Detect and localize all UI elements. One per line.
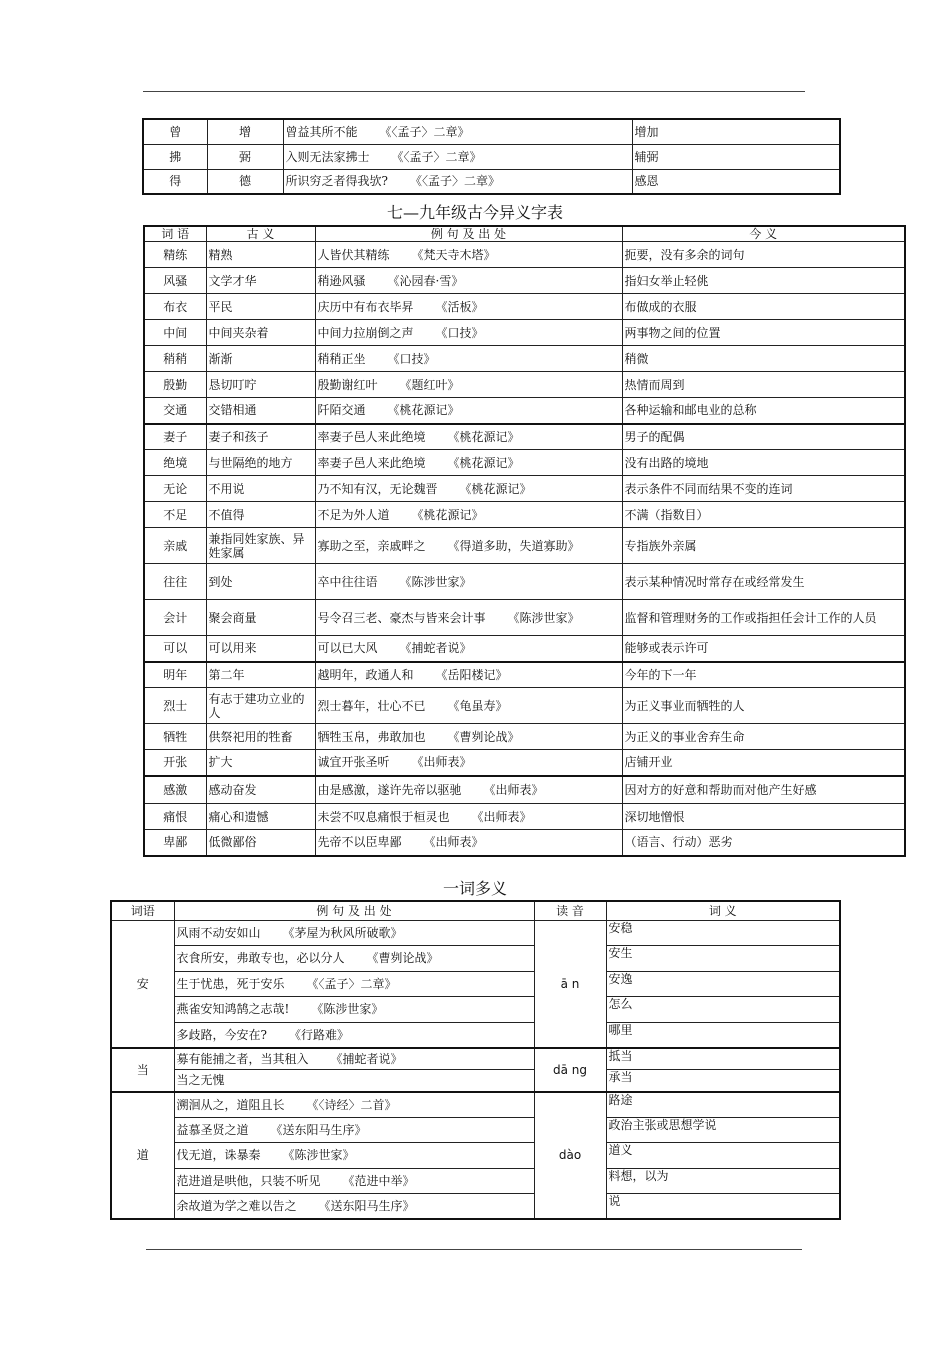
table-row	[111, 1117, 840, 1143]
table-row	[144, 346, 905, 372]
example-cell	[174, 971, 534, 997]
example-text: 风雨不动安如山	[176, 925, 261, 940]
example-text: 衣食所安，弗敢专也，必以分人	[176, 951, 345, 966]
source-text: 《送东阳马生序》	[270, 1122, 367, 1137]
example-text: 益慕圣贤之道	[176, 1122, 249, 1137]
example-cell	[174, 1048, 534, 1070]
source-text: 《出师表》	[483, 782, 544, 797]
example-cell	[315, 776, 622, 804]
source-text: 《送东阳马生序》	[318, 1199, 415, 1213]
old-meaning-cell: 交错相通	[206, 398, 315, 424]
source-text: 《岳阳楼记》	[435, 667, 508, 682]
example-cell	[315, 750, 622, 776]
example-text: 率妻子邑人来此绝境	[317, 429, 426, 444]
meaning-cell: 抵当	[606, 1048, 840, 1070]
example-text: 募有能捕之者，当其租入	[176, 1051, 309, 1066]
modern-meaning-cell: 专指族外亲属	[622, 528, 905, 564]
example-cell	[315, 346, 622, 372]
modern-meaning-cell: 各种运输和邮电业的总称	[622, 398, 905, 424]
source-text: 《沁园春·雪》	[387, 273, 464, 288]
table-row	[111, 1048, 840, 1070]
meaning-cell: 安逸	[606, 971, 840, 997]
source-text: 《口技》	[435, 325, 484, 340]
source-text: 《茅屋为秋风所破歌》	[282, 925, 403, 940]
old-meaning-cell: 感动奋发	[206, 776, 315, 804]
meaning-cell: 怎么	[606, 997, 840, 1023]
old-meaning-cell: 平民	[206, 294, 315, 320]
source-text: 《陈涉世家》	[282, 1148, 355, 1163]
table-row	[144, 564, 905, 600]
table-row	[144, 268, 905, 294]
source-text: 《行路难》	[288, 1027, 349, 1042]
example-text: 阡陌交通	[317, 403, 366, 418]
example-text: 越明年，政通人和	[317, 667, 414, 682]
old-meaning-cell: 到处	[206, 564, 315, 600]
table-row	[144, 636, 905, 662]
source-text: 《范进中举》	[342, 1173, 415, 1188]
old-meaning-cell: 供祭祀用的牲畜	[206, 724, 315, 750]
example-cell	[283, 169, 632, 194]
word-cell: 会计	[144, 600, 206, 636]
example-cell	[174, 1117, 534, 1143]
modern-meaning-cell: （语言、行动）恶劣	[622, 830, 905, 856]
modern-meaning-cell: 扼要，没有多余的词句	[622, 242, 905, 268]
word-cell: 妻子	[144, 424, 206, 450]
word-cell: 可以	[144, 636, 206, 662]
word-cell: 布衣	[144, 294, 206, 320]
source-text: 《桃花源记》	[447, 429, 520, 444]
old-meaning-cell: 不用说	[206, 476, 315, 502]
source-text: 《捕蛇者说》	[330, 1051, 403, 1066]
modern-meaning-cell: 店铺开业	[622, 750, 905, 776]
source-text: 《〈诗经〉二首》	[306, 1097, 397, 1112]
header-example: 例 句 及 出 处	[315, 226, 622, 242]
example-cell	[174, 1168, 534, 1194]
source-text: 《桃花源记》	[459, 481, 532, 496]
example-text: 殷勤谢红叶	[317, 377, 378, 392]
word-cell: 安	[111, 920, 174, 1048]
table-row	[111, 971, 840, 997]
example-cell	[315, 688, 622, 724]
reading-cell: dào	[534, 1092, 606, 1220]
ancient-modern-table	[143, 225, 906, 857]
meaning-cell: 安稳	[606, 920, 840, 946]
example-text: 稍逊风骚	[317, 273, 366, 288]
modern-meaning-cell: 稍微	[622, 346, 905, 372]
word-cell: 不足	[144, 502, 206, 528]
source-text: 《得道多助，失道寡助》	[447, 538, 580, 553]
old-meaning-cell: 有志于建功立业的人	[206, 688, 315, 724]
header-reading: 读 音	[534, 901, 606, 920]
old-meaning-cell: 德	[207, 169, 283, 194]
example-text: 伐无道，诛暴秦	[176, 1148, 261, 1163]
meaning-cell: 料想，以为	[606, 1168, 840, 1194]
modern-meaning-cell: 增加	[632, 119, 840, 144]
example-text: 由是感激，遂许先帝以驱驰	[317, 782, 462, 797]
example-text: 溯洄从之，道阻且长	[176, 1097, 285, 1112]
example-cell	[174, 1092, 534, 1118]
word-cell: 得	[143, 169, 207, 194]
reading-cell: ā n	[534, 920, 606, 1048]
example-text: 入则无法家拂士	[285, 149, 370, 164]
example-cell	[315, 636, 622, 662]
example-cell	[315, 450, 622, 476]
source-text: 《出师表》	[471, 809, 532, 824]
meaning-cell: 安生	[606, 946, 840, 972]
header-modern: 今 义	[622, 226, 905, 242]
meaning-cell: 哪里	[606, 1022, 840, 1048]
modern-meaning-cell: 两事物之间的位置	[622, 320, 905, 346]
table-row	[144, 776, 905, 804]
old-meaning-cell: 扩大	[206, 750, 315, 776]
table-row	[111, 1070, 840, 1092]
source-text: 《陈涉世家》	[507, 610, 580, 625]
source-text: 《活板》	[435, 299, 484, 314]
source-text: 《〈孟子〉二章》	[379, 124, 470, 139]
example-text: 牺牲玉帛，弗敢加也	[317, 729, 426, 744]
source-text: 《桃花源记》	[387, 403, 460, 418]
word-cell: 烈士	[144, 688, 206, 724]
example-cell	[315, 294, 622, 320]
meaning-cell: 政治主张或思想学说	[606, 1117, 840, 1143]
table-row	[144, 242, 905, 268]
source-text: 《桃花源记》	[447, 455, 520, 470]
word-cell: 曾	[143, 119, 207, 144]
modern-meaning-cell: 辅弼	[632, 144, 840, 169]
top-table	[142, 118, 841, 195]
old-meaning-cell: 渐渐	[206, 346, 315, 372]
word-cell: 精练	[144, 242, 206, 268]
top-rule	[143, 91, 805, 92]
example-text: 诚宜开张圣听	[317, 755, 390, 770]
source-text: 《陈涉世家》	[399, 574, 472, 589]
reading-cell: dā ng	[534, 1048, 606, 1092]
word-cell: 亲戚	[144, 528, 206, 564]
example-text: 人皆伏其精练	[317, 247, 390, 262]
word-cell: 中间	[144, 320, 206, 346]
example-cell	[315, 242, 622, 268]
example-cell	[174, 920, 534, 946]
source-text: 《桃花源记》	[411, 507, 484, 522]
table-row	[144, 450, 905, 476]
meaning-cell: 道义	[606, 1143, 840, 1169]
example-cell	[174, 946, 534, 972]
table-row	[144, 294, 905, 320]
table2-title: 七—九年级古今异义字表	[386, 203, 563, 222]
example-cell	[315, 424, 622, 450]
table-row	[144, 662, 905, 688]
table-row	[143, 119, 840, 144]
old-meaning-cell: 增	[207, 119, 283, 144]
meaning-cell: 路途	[606, 1092, 840, 1118]
meaning-cell: 承当	[606, 1070, 840, 1092]
example-text: 庆历中有布衣毕昇	[317, 299, 414, 314]
word-cell: 当	[111, 1048, 174, 1092]
example-text: 不足为外人道	[317, 507, 390, 522]
word-cell: 牺牲	[144, 724, 206, 750]
word-cell: 道	[111, 1092, 174, 1220]
word-cell: 感激	[144, 776, 206, 804]
word-cell: 绝境	[144, 450, 206, 476]
modern-meaning-cell: 表示某种情况时常存在或经常发生	[622, 564, 905, 600]
polysemy-table	[110, 900, 841, 1220]
example-cell	[315, 830, 622, 856]
modern-meaning-cell: 今年的下一年	[622, 662, 905, 688]
table-row	[144, 688, 905, 724]
source-text: 《龟虽寿》	[447, 698, 508, 713]
source-text: 《题红叶》	[399, 377, 460, 392]
old-meaning-cell: 兼指同姓家族、异姓家属	[206, 528, 315, 564]
modern-meaning-cell: 深切地憎恨	[622, 804, 905, 830]
table-row	[144, 372, 905, 398]
table-row	[144, 724, 905, 750]
table-row	[144, 804, 905, 830]
source-text: 《口技》	[387, 351, 436, 366]
table-row	[144, 320, 905, 346]
word-cell: 明年	[144, 662, 206, 688]
table-row	[144, 830, 905, 856]
old-meaning-cell: 低微鄙俗	[206, 830, 315, 856]
example-text: 曾益其所不能	[285, 124, 358, 139]
table-row	[143, 144, 840, 169]
example-text: 号令召三老、豪杰与皆来会计事	[317, 610, 486, 625]
old-meaning-cell: 恳切叮咛	[206, 372, 315, 398]
word-cell: 无论	[144, 476, 206, 502]
example-cell	[315, 528, 622, 564]
table-row	[111, 920, 840, 946]
example-cell	[315, 724, 622, 750]
old-meaning-cell: 第二年	[206, 662, 315, 688]
source-text: 《出师表》	[411, 755, 472, 770]
example-text: 当之无愧	[176, 1073, 225, 1088]
example-cell	[174, 1022, 534, 1048]
table-row	[144, 398, 905, 424]
example-cell	[174, 1143, 534, 1169]
example-text: 生于忧患，死于安乐	[176, 976, 285, 991]
example-text: 燕雀安知鸿鹄之志哉!	[176, 1002, 290, 1017]
example-text: 卒中往往语	[317, 574, 378, 589]
example-text: 所识穷乏者得我欤?	[285, 174, 388, 189]
table-row	[144, 528, 905, 564]
old-meaning-cell: 精熟	[206, 242, 315, 268]
source-text: 《〈孟子〉二章》	[391, 149, 482, 164]
table3-title: 一词多义	[442, 879, 507, 898]
source-text: 《捕蛇者说》	[399, 641, 472, 656]
table-row	[144, 476, 905, 502]
modern-meaning-cell: 没有出路的境地	[622, 450, 905, 476]
example-cell	[174, 1070, 534, 1092]
word-cell: 开张	[144, 750, 206, 776]
word-cell: 殷勤	[144, 372, 206, 398]
source-text: 《曹刿论战》	[366, 951, 439, 966]
table-row	[144, 502, 905, 528]
bottom-rule	[146, 1249, 802, 1250]
example-cell	[315, 320, 622, 346]
example-cell	[174, 997, 534, 1023]
table-row	[143, 169, 840, 194]
word-cell: 交通	[144, 398, 206, 424]
modern-meaning-cell: 男子的配偶	[622, 424, 905, 450]
modern-meaning-cell: 指妇女举止轻佻	[622, 268, 905, 294]
header-meaning: 词 义	[606, 901, 840, 920]
example-text: 率妻子邑人来此绝境	[317, 455, 426, 470]
table-row	[144, 750, 905, 776]
old-meaning-cell: 与世隔绝的地方	[206, 450, 315, 476]
modern-meaning-cell: 不满（指数目）	[622, 502, 905, 528]
example-cell	[283, 144, 632, 169]
modern-meaning-cell: 能够或表示许可	[622, 636, 905, 662]
modern-meaning-cell: 布做成的衣服	[622, 294, 905, 320]
word-cell: 风骚	[144, 268, 206, 294]
example-cell	[315, 398, 622, 424]
modern-meaning-cell: 为正义的事业舍弃生命	[622, 724, 905, 750]
header-word: 词 语	[144, 226, 206, 242]
table-row	[111, 1143, 840, 1169]
example-cell	[315, 502, 622, 528]
example-cell	[315, 600, 622, 636]
modern-meaning-cell: 因对方的好意和帮助而对他产生好感	[622, 776, 905, 804]
header-old: 古 义	[206, 226, 315, 242]
word-cell: 痛恨	[144, 804, 206, 830]
source-text: 《出师表》	[423, 835, 484, 850]
source-text: 《〈孟子〉二章》	[409, 174, 500, 189]
table-row	[111, 1092, 840, 1118]
source-text: 《陈涉世家》	[311, 1002, 384, 1017]
example-cell	[283, 119, 632, 144]
example-text: 中间力拉崩倒之声	[317, 325, 414, 340]
table-row	[111, 1168, 840, 1194]
old-meaning-cell: 痛心和遗憾	[206, 804, 315, 830]
example-text: 可以已大风	[317, 641, 378, 656]
example-text: 多歧路，今安在?	[176, 1027, 267, 1042]
example-text: 烈士暮年，壮心不已	[317, 698, 426, 713]
modern-meaning-cell: 感恩	[632, 169, 840, 194]
table-row	[144, 424, 905, 450]
old-meaning-cell: 弼	[207, 144, 283, 169]
example-text: 乃不知有汉，无论魏晋	[317, 481, 438, 496]
table-row	[144, 600, 905, 636]
table-row	[111, 946, 840, 972]
modern-meaning-cell: 表示条件不同而结果不变的连词	[622, 476, 905, 502]
source-text: 《梵天寺木塔》	[411, 247, 496, 262]
table-row	[111, 1022, 840, 1048]
header-example: 例 句 及 出 处	[174, 901, 534, 920]
example-text: 未尝不叹息痛恨于桓灵也	[317, 809, 450, 824]
old-meaning-cell: 妻子和孩子	[206, 424, 315, 450]
example-cell	[315, 804, 622, 830]
example-cell	[174, 1194, 534, 1220]
table-row	[111, 997, 840, 1023]
old-meaning-cell: 中间夹杂着	[206, 320, 315, 346]
example-cell	[315, 268, 622, 294]
modern-meaning-cell: 为正义事业而牺牲的人	[622, 688, 905, 724]
modern-meaning-cell: 监督和管理财务的工作或指担任会计工作的人员	[622, 600, 905, 636]
old-meaning-cell: 可以用来	[206, 636, 315, 662]
meaning-cell: 说	[606, 1194, 840, 1220]
example-cell	[315, 564, 622, 600]
example-text: 范进道是哄他，只装不听见	[176, 1173, 321, 1188]
example-cell	[315, 372, 622, 398]
header-word: 词语	[111, 901, 174, 920]
modern-meaning-cell: 热情而周到	[622, 372, 905, 398]
example-text: 先帝不以臣卑鄙	[317, 835, 402, 850]
table-row	[111, 1194, 840, 1220]
example-text: 寡助之至，亲戚畔之	[317, 538, 426, 553]
word-cell: 稍稍	[144, 346, 206, 372]
word-cell: 卑鄙	[144, 830, 206, 856]
example-text: 余故道为学之难以告之	[176, 1199, 297, 1213]
word-cell: 拂	[143, 144, 207, 169]
old-meaning-cell: 文学才华	[206, 268, 315, 294]
example-cell	[315, 662, 622, 688]
old-meaning-cell: 不值得	[206, 502, 315, 528]
old-meaning-cell: 聚会商量	[206, 600, 315, 636]
example-cell	[315, 476, 622, 502]
word-cell: 往往	[144, 564, 206, 600]
source-text: 《曹刿论战》	[447, 729, 520, 744]
source-text: 《〈孟子〉二章》	[306, 976, 397, 991]
example-text: 稍稍正坐	[317, 351, 366, 366]
